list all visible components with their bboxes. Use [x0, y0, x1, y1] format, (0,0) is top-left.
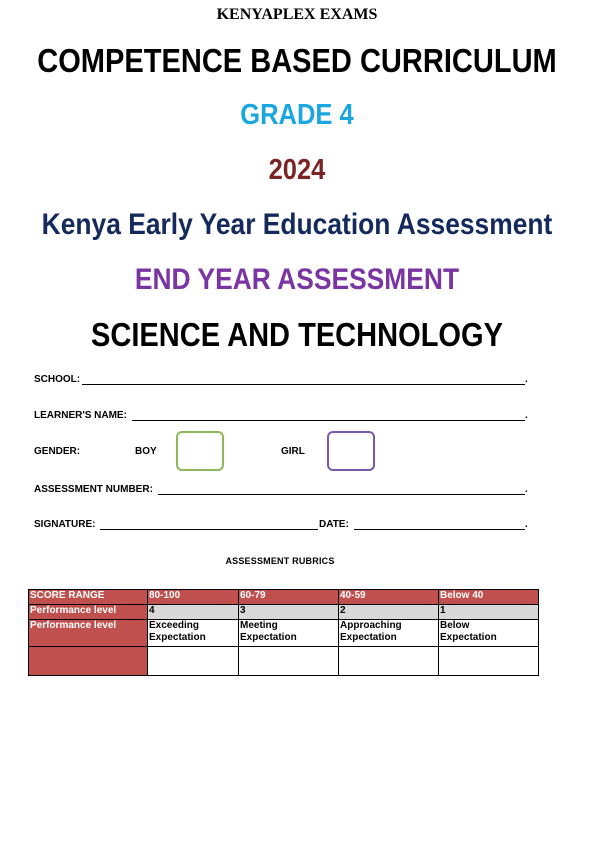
learner-score-header [29, 647, 148, 676]
score-range-cell: Below 40 [439, 590, 539, 605]
assessment-number-label: ASSESSMENT NUMBER: [34, 484, 153, 495]
descriptor-cell [239, 620, 339, 647]
learner-name-field[interactable] [132, 420, 525, 421]
year-title: 2024 [268, 154, 326, 186]
learner-score-cell[interactable] [339, 647, 439, 676]
performance-level-cell: 3 [239, 605, 339, 620]
learner-score-cell[interactable] [239, 647, 339, 676]
descriptor-cell [148, 620, 239, 647]
assessment-type-title: END YEAR ASSESSMENT [134, 263, 460, 296]
learner-name-label: LEARNER'S NAME: [34, 410, 127, 421]
descriptor-line: Expectation [340, 632, 397, 643]
score-range-cell: 80-100 [148, 590, 239, 605]
performance-level-cell: 2 [339, 605, 439, 620]
learner-score-cell[interactable] [148, 647, 239, 676]
boy-checkbox[interactable] [176, 431, 224, 471]
performance-level-cell: 1 [439, 605, 539, 620]
girl-checkbox[interactable] [327, 431, 375, 471]
score-range-header: SCORE RANGE [29, 590, 148, 605]
rubrics-title: ASSESSMENT RUBRICS [225, 556, 335, 566]
descriptor-line: Expectation [440, 632, 497, 643]
school-label: SCHOOL: [34, 374, 81, 385]
date-label: DATE: [319, 519, 349, 530]
descriptor-line: Approaching [340, 620, 402, 631]
descriptor-row [29, 620, 539, 647]
descriptor-line: Exceeding [149, 620, 200, 631]
grade-title: GRADE 4 [240, 99, 354, 131]
performance-level-header: Performance level [29, 605, 148, 620]
descriptor-cell [339, 620, 439, 647]
performance-descriptor-header: Performance level [29, 620, 148, 647]
signature-field[interactable] [100, 529, 318, 530]
learner-score-row [29, 647, 539, 676]
score-range-row [29, 590, 539, 605]
score-range-cell: 60-79 [239, 590, 339, 605]
assessment-number-end-mark: . [525, 484, 528, 495]
curriculum-title: COMPETENCE BASED CURRICULUM [37, 42, 557, 79]
performance-level-cell: 4 [148, 605, 239, 620]
assessment-body-title: Kenya Early Year Education Assessment [41, 208, 553, 241]
girl-label: GIRL [281, 446, 305, 457]
date-field[interactable] [354, 529, 525, 530]
school-end-mark: . [525, 374, 528, 385]
performance-level-row [29, 605, 539, 620]
learner-name-end-mark: . [525, 410, 528, 421]
descriptor-line: Expectation [149, 632, 206, 643]
boy-label: BOY [135, 446, 157, 457]
gender-label: GENDER: [34, 446, 81, 457]
signature-label: SIGNATURE: [34, 519, 96, 530]
learner-score-cell[interactable] [439, 647, 539, 676]
descriptor-line: Meeting [240, 620, 278, 631]
date-end-mark: . [525, 519, 528, 530]
rubrics-table [28, 589, 539, 676]
descriptor-line: Expectation [240, 632, 297, 643]
score-range-cell: 40-59 [339, 590, 439, 605]
subject-title: SCIENCE AND TECHNOLOGY [91, 316, 503, 353]
descriptor-line: Below [440, 620, 470, 631]
assessment-number-field[interactable] [158, 494, 525, 495]
exam-brand: KENYAPLEX EXAMS [216, 6, 378, 23]
school-field[interactable] [82, 384, 525, 385]
descriptor-cell [439, 620, 539, 647]
